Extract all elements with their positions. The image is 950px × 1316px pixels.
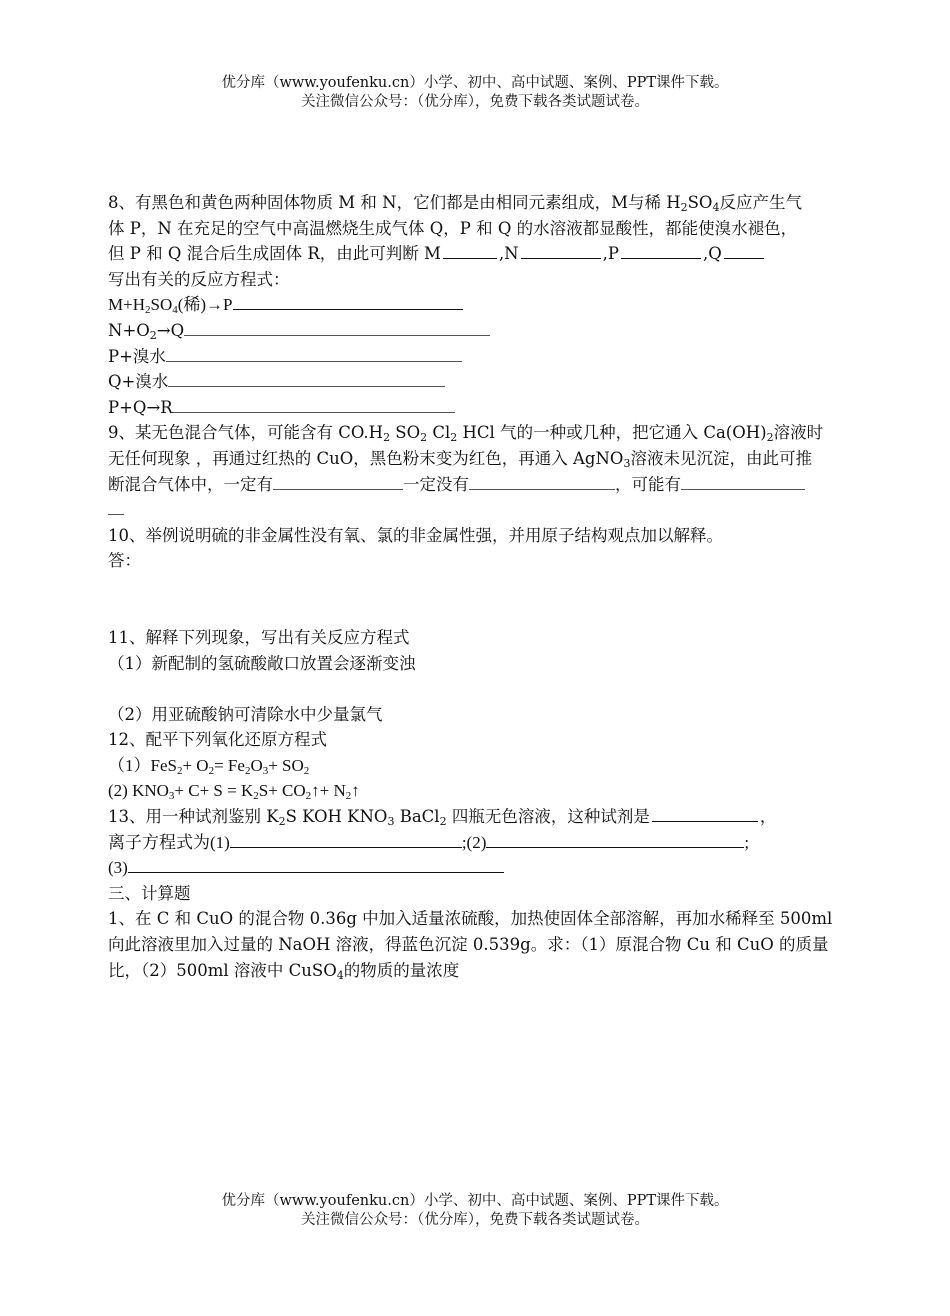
q9-line-3: 断混合气体中，一定有 一定没有 ，可能有 [108,472,853,498]
q11-answer-space[interactable] [108,676,853,702]
answer-blank-must-not-have[interactable] [469,472,615,490]
q11-item-2: （2）用亚硫酸钠可清除水中少量氯气 [108,704,383,724]
page-footer [0,1192,950,1230]
answer-blank-p[interactable] [621,241,701,259]
q8-line-2: 体 P，N 在充足的空气中高温燃烧生成气体 Q，P 和 Q 的水溶液都显酸性，都能使溴水褪色， [108,218,798,238]
answer-blank-m[interactable] [443,241,497,259]
q8-line-1: 8、有黑色和黄色两种固体物质 M 和 N，它们都是由相同元素组成，M与稀 $H_2SO_4$反应产生气 [108,193,802,214]
answer-blank-must-have[interactable] [273,472,403,490]
answer-blank-n[interactable] [521,241,601,259]
answer-blank-ion-eq-2[interactable] [486,830,744,848]
section-3-title: 三、计算题 [108,883,191,903]
q12-line-1: 12、配平下列氧化还原方程式 [108,730,327,750]
answer-blank-may-have[interactable] [681,472,805,490]
answer-blank-eq4[interactable] [168,369,445,387]
calc-q1-line-3: 比，（2）500ml 溶液中 CuSO$_4$的物质的量浓度 [108,960,460,982]
q8-equation-1: $M+H_2SO_4$(稀)→P [108,292,853,318]
q8-line-3: 但 P 和 Q 混合后生成固体 R，由此可判断 M ,N ,P ,Q [108,241,853,267]
answer-blank-eq1[interactable] [233,292,463,310]
q10-answer-space[interactable] [108,574,853,625]
calc-q1-line-2: 向此溶液里加入过量的 NaOH 溶液，得蓝色沉淀 0.539g。求：（1）原混合物 Cu 和 CuO 的质量 [108,935,829,955]
answer-blank-ion-eq-1[interactable] [230,830,462,848]
q13-line-3: (3) [108,855,853,881]
calc-q1-line-1: 1、在 C 和 CuO 的混合物 0.36g 中加入适量浓硫酸，加热使固体全部溶解，再加水稀释至 500ml [108,909,833,929]
footer-line-1: 优分库（www.youfenku.cn）小学、初中、高中试题、案例、PPT课件下载。 [221,1193,729,1209]
answer-blank-may-have-cont[interactable] [108,497,124,515]
answer-blank-reagent[interactable] [652,804,758,822]
footer-line-2: 关注微信公众号：（优分库），免费下载各类试题试卷。 [301,1212,649,1228]
q9-line-1: 9、某无色混合气体，可能含有 $CO.H_2$ $SO_2$ $Cl_2$ HCl 气的一种或几种，把它通入 $Ca(OH)_2$溶液时 [108,423,824,445]
q8-equation-3: P+溴水 [108,344,853,370]
answer-blank-eq5[interactable] [173,395,455,413]
q11-item-1: （1）新配制的氢硫酸敞口放置会逐渐变浊 [108,653,416,673]
answer-blank-ion-eq-3[interactable] [128,855,504,873]
q8-equation-5: P+Q→R [108,395,853,421]
q9-line-4 [108,497,853,523]
page-header [0,74,950,112]
q10-answer-label: 答： [108,551,141,571]
q8-line-4: 写出有关的反应方程式： [108,269,290,289]
q13-line-2: 离子方程式为(1) ;(2) ; [108,830,853,856]
q8-equation-4: Q+溴水 [108,369,853,395]
header-line-2: 关注微信公众号：（优分库），免费下载各类试题试卷。 [301,94,649,110]
q10-line-1: 10、举例说明硫的非金属性没有氧、氯的非金属性强，并用原子结构观点加以解释。 [108,525,723,545]
q9-line-2: 无任何现象 ，再通过红热的 CuO，黑色粉末变为红色，再通入 AgNO$_3$溶液未见沉淀，由此可推 [108,448,812,470]
q8-equation-2: $N+O_2\to Q$ [108,318,853,344]
answer-blank-eq3[interactable] [166,344,462,362]
q12-equation-2: (2) $KNO_3+ C+ S = K_2S+$ $CO_2↑+$ $N_2↑$ [108,781,360,803]
q11-line-1: 11、解释下列现象，写出有关反应方程式 [108,627,410,647]
q12-equation-1: $(1)FeS_2+ O_2= Fe_2O_3+ SO_2$ [108,755,310,777]
exam-content [108,190,853,983]
answer-blank-eq2[interactable] [184,318,490,336]
q13-line-1: 13、用一种试剂鉴别 $K_2S$ KOH $KNO_3$ BaCl$_2$ 四瓶无色溶液，这种试剂是 ， [108,804,853,830]
header-line-1: 优分库（www.youfenku.cn）小学、初中、高中试题、案例、PPT课件下载。 [221,75,729,91]
answer-blank-q[interactable] [724,241,764,259]
